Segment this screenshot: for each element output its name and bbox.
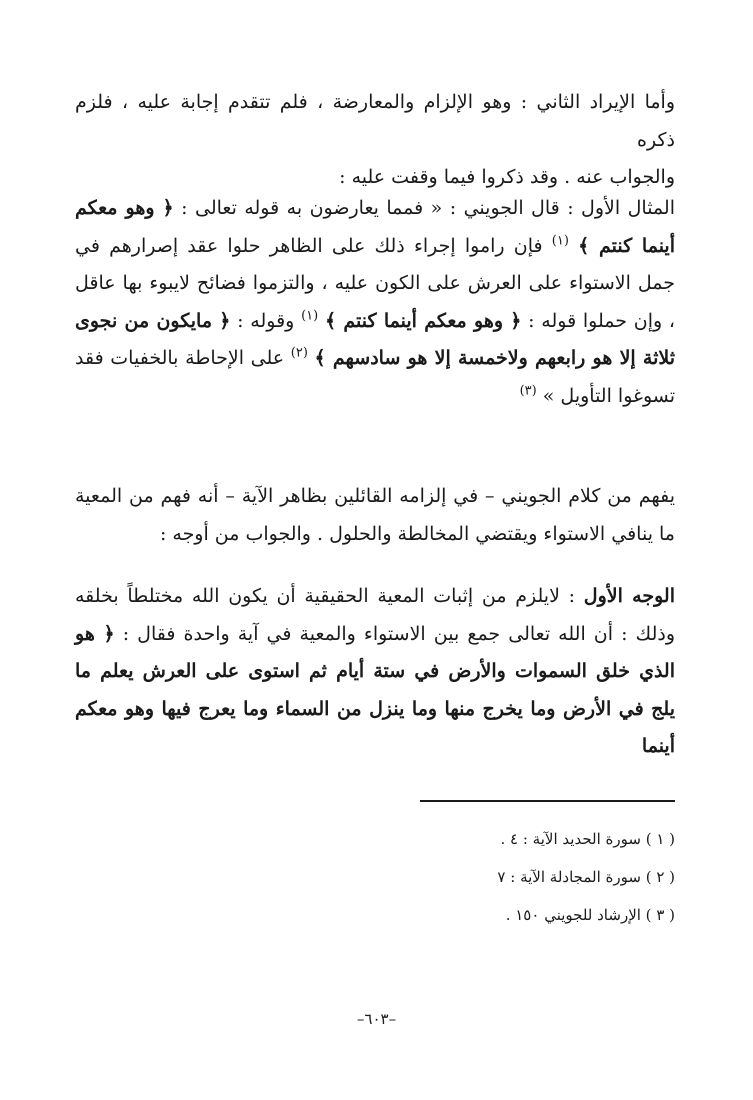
paragraph-first-example xyxy=(75,190,675,415)
footnotes xyxy=(75,820,675,934)
footnote-item: ( ١ ) سورة الحديد الآية : ٤ . xyxy=(500,830,675,848)
text-segment: على الإحاطة بالخفيات فقد تسوغوا التأويل » xyxy=(75,347,675,407)
paragraph-juwayni-understanding xyxy=(75,478,675,553)
quran-verse: ﴿ وهو معكم أينما كنتم ﴾ xyxy=(324,309,522,332)
text-segment: وقوله : xyxy=(230,309,302,332)
footnote-marker: (٢) xyxy=(290,345,308,361)
quran-verse: ﴿ هو الذي خلق السموات والأرض في ستة أيام ثم استوى على العرش يعلم ما يلج في الأرض وما يخرج منها وما ينزل من السماء وما يعرج فيها وهو معكم أينما xyxy=(75,622,675,757)
footnote-item: ( ٢ ) سورة المجادلة الآية : ٧ xyxy=(497,868,675,886)
quran-verse: ﴿ مايكون من نجوى ثلاثة إلا هو رابعهم ولاخمسة إلا هو سادسهم ﴾ xyxy=(75,309,675,369)
footnote-item: ( ٣ ) الإرشاد للجويني ١٥٠ . xyxy=(505,906,675,924)
paragraph-line: وأما الإيراد الثاني : وهو الإلزام والمعارضة ، فلم تتقدم إجابة عليه ، فلزم ذكره xyxy=(75,91,675,151)
footnote-marker: (٣) xyxy=(519,383,537,399)
paragraph-second-objection xyxy=(75,84,675,197)
paragraph-text xyxy=(75,578,675,766)
paragraph-text: يفهم من كلام الجويني – في إلزامه القائلين بظاهر الآية – أنه فهم من المعية ما ينافي الاستواء ويقتضي المخالطة والحلول . والجواب من أوجه : xyxy=(75,485,675,545)
paragraph-line: والجواب عنه . وقد ذكروا فيما وقفت عليه : xyxy=(339,166,675,188)
text-segment: : لايلزم من إثبات المعية الحقيقية أن يكون الله مختلطاً بخلقه وذلك : أن الله تعالى جمع بين الاستواء والمعية في آية واحدة فقال : xyxy=(75,585,675,645)
text-segment: المثال الأول : قال الجويني : « فمما يعارضون به قوله تعالى : xyxy=(173,197,675,219)
paragraph-first-aspect xyxy=(75,578,675,766)
section-heading: الوجه الأول xyxy=(583,585,675,607)
quran-verse: ﴿ وهو معكم أينما كنتم ﴾ xyxy=(75,197,675,257)
footnote-marker: (١) xyxy=(551,233,569,249)
footnote-divider xyxy=(420,800,675,802)
footnote-marker: (١) xyxy=(301,308,319,324)
text-segment: فإن راموا إجراء ذلك على الظاهر حلوا عقد إصرارهم في جمل الاستواء على العرش على الكون عليه ، والتزموا فضائح لايبوء بها عاقل ، وإن حملوا قوله : xyxy=(75,234,676,332)
paragraph-text xyxy=(75,190,675,415)
page-number: –٦٠٣– xyxy=(356,1010,397,1028)
